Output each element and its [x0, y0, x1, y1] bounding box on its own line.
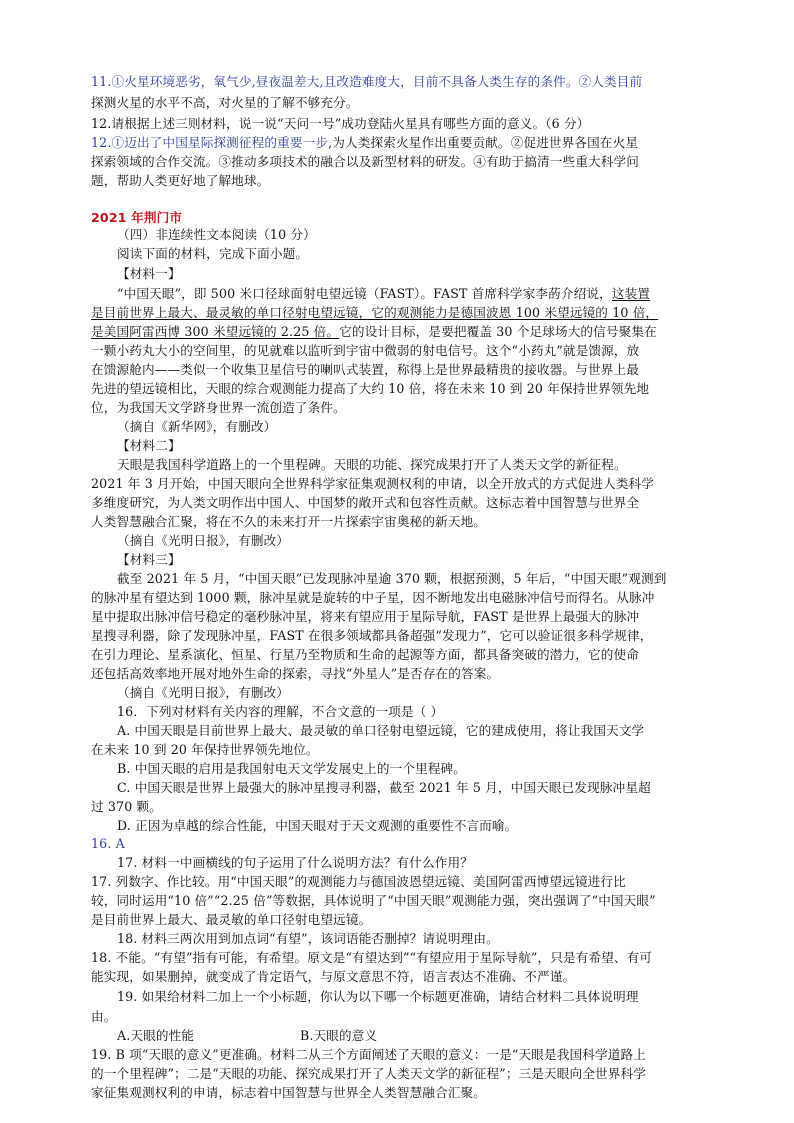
question-19-options	[117, 1027, 717, 1044]
answer-17-line-1	[91, 873, 626, 890]
answer-18-text: 18. 不能。“有望”指有可能，有希望。原文是“有望达到”“有望应用于星际导航”，只是有希望、有可	[91, 950, 653, 965]
option-c-text: C. 中国天眼是世界上最强大的脉冲星搜寻利器，截至 2021 年 5 月，中国天眼已发现脉冲星超	[117, 780, 651, 795]
answer-19-line-2	[91, 1065, 646, 1082]
answer-12-highlight: 迈出了中国星际探测征程的重要一步	[124, 135, 329, 150]
material-3-label	[117, 551, 181, 568]
material-1-line-3	[91, 323, 657, 340]
answer-11-text-cont: 探测火星的水平不高，对火星的了解不够充分。	[91, 95, 359, 110]
question-19-text-2: 由。	[91, 1009, 117, 1024]
m1-text-7: 位，为我国天文学跻身世界一流创造了条件。	[91, 400, 346, 415]
m1-text-3: 它的设计目标，是要把覆盖 30 个足球场大的信号聚集在	[339, 324, 657, 339]
answer-18-line-2	[91, 968, 575, 985]
m1-source-text: （摘自《新华网》，有删改）	[117, 419, 277, 434]
answer-12-line-1	[91, 134, 638, 151]
option-d	[117, 817, 517, 834]
answer-11-line-2	[91, 94, 359, 111]
m1-underlined: 这装置	[611, 286, 651, 301]
m3-text-6: 还包括高效率地开展对地外生命的探索，寻找“外星人”是否存在的答案。	[91, 666, 500, 681]
question-19-line-1	[117, 988, 639, 1005]
answer-17-text: 17. 列数字、作比较。用“中国天眼”的观测能力与德国波恩望远镜、美国阿雷西博望远镜进行比	[91, 874, 626, 889]
answer-17-line-2	[91, 892, 656, 909]
m1-text-6: 先进的望远镜相比，天眼的综合观测能力提高了大约 10 倍，将在未来 10 到 20 年保持世界领先地	[91, 381, 650, 396]
m2-text-4: 人类智慧融合汇聚，将在不久的未来打开一片探索宇宙奥秘的新天地。	[91, 514, 487, 529]
m2-text-2: 2021 年 3 月开始，中国天眼向全世界科学家征集观测权利的申请，以全开放式的方式促进人类科学	[91, 476, 655, 491]
question-17-text: 17. 材料一中画横线的句子运用了什么说明方法？有什么作用？	[117, 855, 473, 870]
material-2-label	[117, 437, 181, 454]
m2-text-1: 天眼是我国科学道路上的一个里程碑。天眼的功能、探究成果打开了人类天文学的新征程。	[117, 457, 627, 472]
answer-17-text-3: 是目前世界上最大、最灵敏的单口径射电望远镜。	[91, 912, 372, 927]
answer-19-text: 19. B 项“天眼的意义”更准确。材料二从三个方面阐述了天眼的意义：一是“天眼是我国科学道路上	[91, 1047, 646, 1062]
question-17	[117, 854, 473, 871]
answer-17-line-3	[91, 911, 371, 928]
question-16	[117, 703, 443, 720]
material-1-line-2	[91, 304, 658, 321]
answer-12-line-2	[91, 153, 639, 170]
material-1-label-text: 【材料一】	[117, 266, 181, 281]
question-19-text: 19. 如果给材料二加上一个小标题，你认为以下哪一个标题更准确，请结合材料二具体说明理	[117, 989, 639, 1004]
m2-source-text: （摘自《光明日报》，有删改）	[117, 533, 290, 548]
material-2-line-2	[91, 475, 654, 492]
answer-19-line-1	[91, 1046, 646, 1063]
option-b	[117, 760, 466, 777]
material-2-source	[117, 532, 289, 549]
option-c-text-2: 过 370 颗。	[91, 799, 163, 814]
answer-19-line-3	[91, 1084, 486, 1101]
answer-12-text: ,为人类探索火星作出重要贡献。②促进世界各国在火星	[328, 135, 639, 150]
material-1-line-4	[91, 342, 639, 359]
question-18	[117, 930, 499, 947]
question-19-line-2	[91, 1008, 117, 1025]
question-16-text: 16．下列对材料有关内容的理解，不合文意的一项是（ ）	[117, 704, 444, 719]
material-3-line-5	[91, 646, 639, 663]
answer-11-line-1	[91, 73, 642, 90]
region-heading	[91, 209, 182, 226]
instruction-text: 阅读下面的材料，完成下面小题。	[117, 246, 309, 261]
region-heading-text: 2021 年荆门市	[91, 210, 183, 225]
material-3-line-1	[117, 570, 666, 587]
material-3-line-4	[91, 627, 652, 644]
answer-17-text-2: 较，同时运用“10 倍”“2.25 倍”等数据，具体说明了“中国天眼”观测能力强，突出强调了“中国天眼”	[91, 893, 656, 908]
option-a-text-2: 在未来 10 到 20 年保持世界领先地位。	[91, 742, 319, 757]
material-2-line-1	[117, 456, 627, 473]
m3-text-5: 在引力理论、星系演化、恒星、行星乃至物质和生命的起源等方面，都具备突破的潜力，它的使命	[91, 647, 639, 662]
material-3-source	[117, 684, 289, 701]
m3-source-text: （摘自《光明日报》，有删改）	[117, 685, 290, 700]
answer-18-line-1	[91, 949, 652, 966]
question-12-text: 12.请根据上述三则材料，说一说“天问一号”成功登陆火星具有哪些方面的意义。（6 分）	[91, 116, 590, 131]
material-1-source	[117, 418, 276, 435]
material-1-line-6	[91, 380, 649, 397]
option-c-line-2	[91, 798, 162, 815]
m1-underlined-2: 是目前世界上最大、最灵敏的单口径射电望远镜，它的观测能力是德国波恩 100 米望远镜的 10 倍，	[91, 305, 659, 320]
material-1-line-1	[117, 285, 650, 302]
material-3-line-6	[91, 665, 499, 682]
material-1-label	[117, 265, 181, 282]
option-c-line-1	[117, 779, 651, 796]
m3-text-1: 截至 2021 年 5 月，“中国天眼”已发现脉冲星逾 370 颗，根据预测，5 年后，“中国天眼”观测到	[117, 571, 667, 586]
option-a-line-1	[117, 722, 644, 739]
material-3-line-3	[91, 608, 639, 625]
answer-12-text-2: 探索领域的合作交流。③推动多项技术的融合以及新型材料的研发。④有助于搞清一些重大科学问	[91, 154, 639, 169]
m3-text-2: 的脉冲星有望达到 1000 颗，脉冲星就是旋转的中子星，因不断地发出电磁脉冲信号而得名。从脉冲	[91, 590, 655, 605]
material-3-line-2	[91, 589, 654, 606]
instruction	[117, 245, 308, 262]
m1-text: “中国天眼”，即 500 米口径球面射电望远镜（FAST）。FAST 首席科学家李菂介绍说，	[117, 286, 612, 301]
section-heading	[117, 226, 316, 243]
m2-text-3: 多维度研究，为人类文明作出中国人、中国梦的敞开式和包容性贡献。这标志着中国智慧与世界全	[91, 495, 639, 510]
answer-19-text-3: 家征集观测权利的申请，标志着中国智慧与世界全人类智慧融合汇聚。	[91, 1085, 487, 1100]
answer-12-num: 12.①	[91, 135, 125, 150]
section-heading-text: （四）非连续性文本阅读（10 分）	[117, 227, 316, 242]
m1-underlined-3: 是美国阿雷西博 300 米望远镜的 2.25 倍。	[91, 324, 340, 339]
question-12	[91, 115, 589, 132]
material-2-line-3	[91, 494, 639, 511]
answer-19-text-2: 的一个里程碑”；二是“天眼的功能、探究成果打开了人类天文学的新征程”；三是天眼向全世界科学	[91, 1066, 647, 1081]
answer-16	[91, 835, 125, 852]
m1-text-4: 一颗小药丸大小的空间里，的见就难以监听到宇宙中微弱的射电信号。这个“小药丸”就是馈源，放	[91, 343, 640, 358]
option-19-b: B.天眼的意义	[300, 1028, 378, 1043]
answer-11-text: 11.①火星环境恶劣，氧气少,昼夜温差大,且改造难度大，目前不具备人类生存的条件。②人类目前	[91, 74, 643, 89]
answer-18-text-2: 能实现，如果删掉，就变成了肯定语气，与原文意思不符，语言表达不准确、不严谨。	[91, 969, 576, 984]
question-18-text: 18. 材料三两次用到加点词“有望”，该词语能否删掉？请说明理由。	[117, 931, 499, 946]
m1-text-5: 在馈源舱内——类似一个收集卫星信号的喇叭式装置，称得上是世界最精贵的接收器。与世界上最	[91, 362, 639, 377]
answer-16-text: 16. A	[91, 836, 125, 851]
m3-text-4: 星搜寻利器，除了发现脉冲星，FAST 在很多领域都具备超强“发现力”，它可以验证很多科学规律，	[91, 628, 653, 643]
material-2-line-4	[91, 513, 486, 530]
material-3-label-text: 【材料三】	[117, 552, 181, 567]
material-1-line-5	[91, 361, 639, 378]
option-a-line-2	[91, 741, 319, 758]
m3-text-3: 星中提取出脉冲信号稳定的毫秒脉冲星，将来有望应用于星际导航，FAST 是世界上最强大的脉冲	[91, 609, 640, 624]
option-a-text: A. 中国天眼是目前世界上最大、最灵敏的单口径射电望远镜，它的建成使用，将让我国天文学	[117, 723, 645, 738]
option-d-text: D. 正因为卓越的综合性能，中国天眼对于天文观测的重要性不言而喻。	[117, 818, 518, 833]
option-19-a: A.天眼的性能	[117, 1028, 195, 1043]
answer-12-line-3	[91, 172, 269, 189]
material-2-label-text: 【材料二】	[117, 438, 181, 453]
answer-12-text-3: 题，帮助人类更好地了解地球。	[91, 173, 270, 188]
material-1-line-7	[91, 399, 346, 416]
option-b-text: B. 中国天眼的启用是我国射电天文学发展史上的一个里程碑。	[117, 761, 467, 776]
